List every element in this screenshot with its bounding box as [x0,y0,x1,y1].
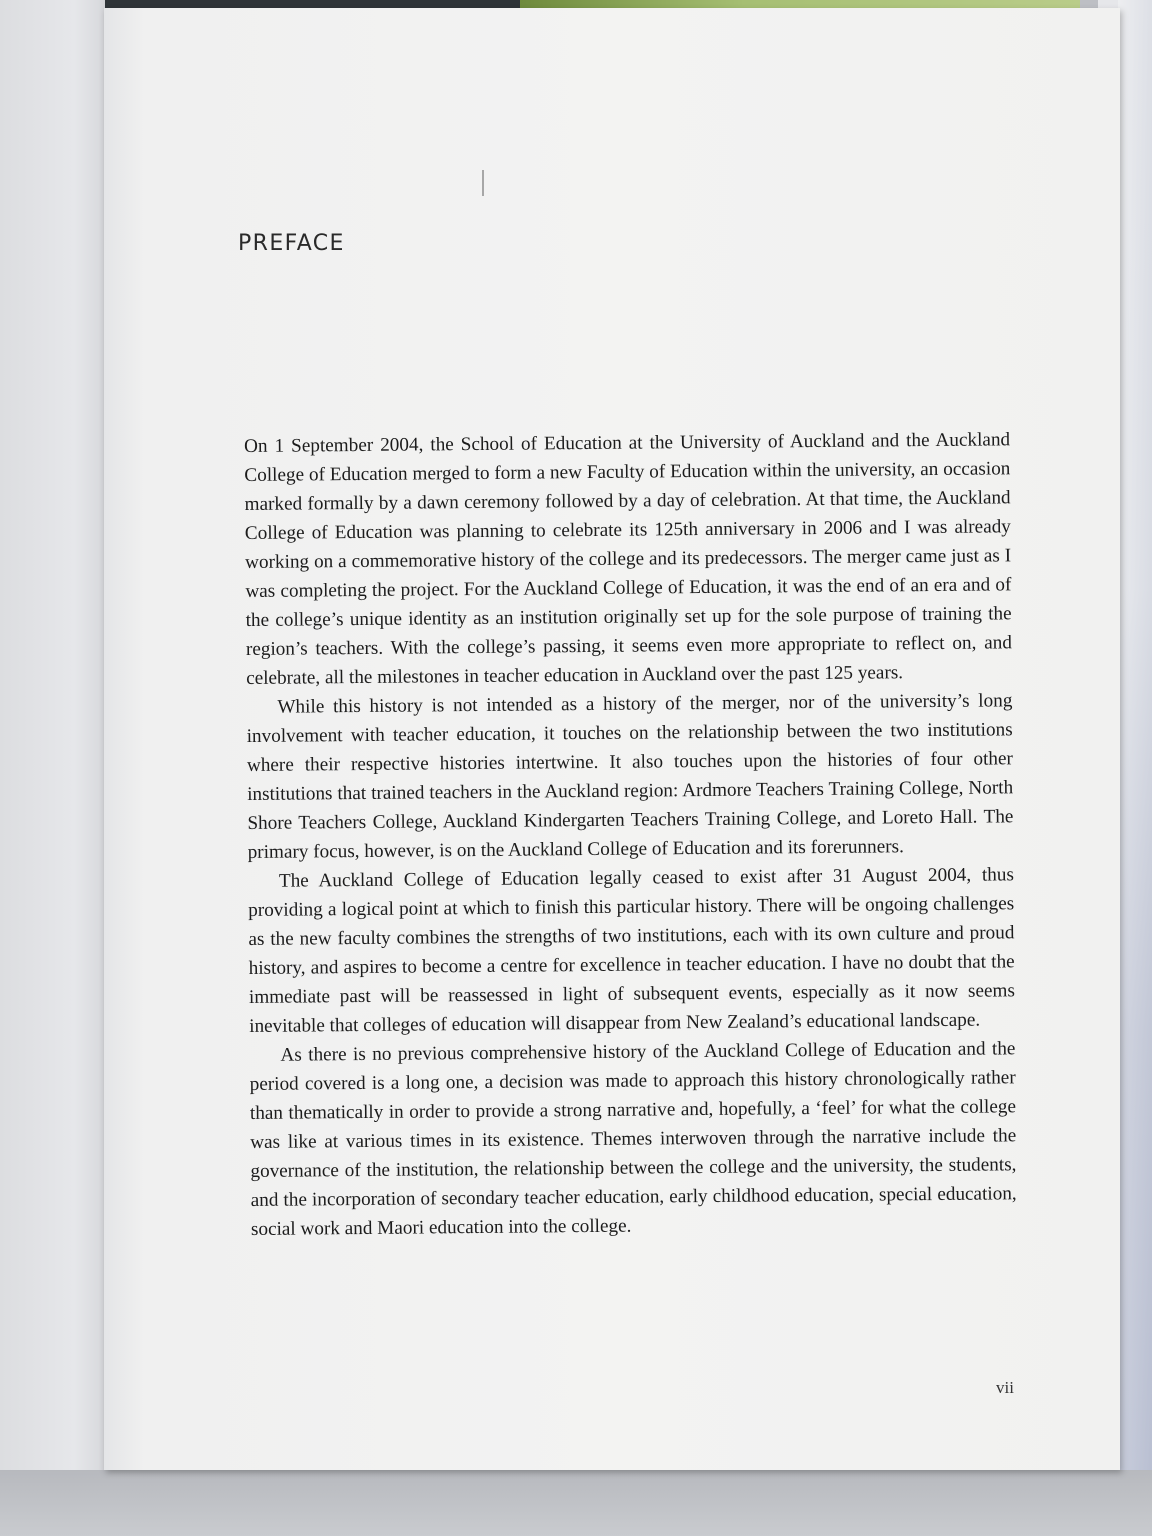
paragraph-4: As there is no previous comprehensive history of the Auckland College of Education and the period covered is a long one, a decision was made to approach this history chronologically rather than thematically in order to provide a strong narrative and, hopefully, a ‘feel’ for what the college was like at various times in its existence. Themes interwoven through the narrative include the governance of the institution, the relationship between the college and the university, the students, and the incorporation of secondary teacher education, early childhood education, special education, social work and Maori education into the college. [249,1038,1017,1240]
page-title: PREFACE [238,231,345,256]
preface-body [244,425,1017,1244]
table-surface [0,1470,1152,1536]
underlying-page-edge [1118,0,1152,1470]
paragraph-1: On 1 September 2004, the School of Education at the University of Auckland and the Auckland College of Education merged to form a new Faculty of Education within the university, an occasion marked formally by a dawn ceremony followed by a day of celebration. At that time, the Auckland College of Education was planning to celebrate its 125th anniversary in 2006 and I was already working on a commemorative history of the college and its predecessors. The merger came just as I was completing the project. For the Auckland College of Education, it was the end of an era and of the college’s unique identity as an institution originally set up for the sole purpose of training the region’s teachers. With the college’s passing, it seems even more appropriate to reflect on, and celebrate, all the milestones in teacher education in Auckland over the past 125 years. [244,429,1012,689]
paper-mark [482,170,484,196]
paragraph-2: While this history is not intended as a history of the merger, nor of the university’s long involvement with teacher education, it touches on the relationship between the two institutions where their respective histories intertwine. It also touches upon the histories of four other institutions that trained teachers in the Auckland region: Ardmore Teachers Training College, North Shore Teachers College, Auckland Kindergarten Teachers Training College, and Loreto Hall. The primary focus, however, is on the Auckland College of Education and its forerunners. [246,690,1014,863]
page-number: vii [996,1378,1014,1397]
paragraph-3: The Auckland College of Education legally ceased to exist after 31 August 2004, thus providing a logical point at which to finish this particular history. There will be ongoing challenges as the new faculty combines the strengths of two institutions, each with its own culture and proud history, and aspires to become a centre for excellence in teacher education. I have no doubt that the immediate past will be reassessed in light of subsequent events, especially as it now seems inevitable that colleges of education will disappear from New Zealand’s educational landscape. [248,864,1015,1037]
